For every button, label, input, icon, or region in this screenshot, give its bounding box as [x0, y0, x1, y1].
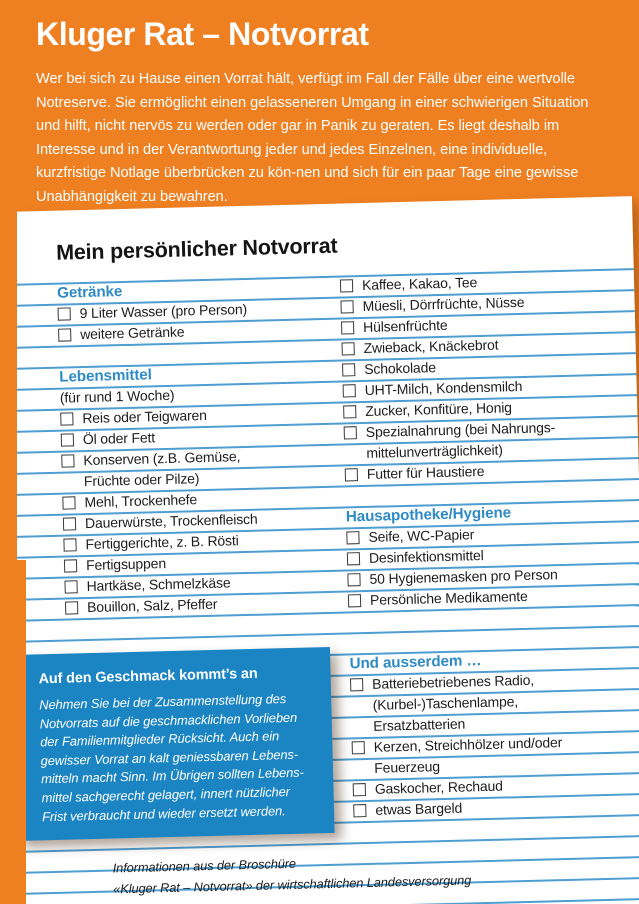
checkbox-icon[interactable]: [347, 573, 360, 586]
checklist-item-label: 50 Hygienemasken pro Person: [369, 566, 558, 587]
checklist-item-label: weitere Getränke: [80, 323, 185, 343]
checkbox-icon[interactable]: [345, 468, 358, 481]
checkbox-icon[interactable]: [343, 384, 356, 397]
checklist-item-label: Seife, WC-Papier: [368, 526, 475, 545]
section-heading-label: Lebensmittel: [59, 366, 152, 386]
checklist-item-label: Dauerwürste, Trockenfleisch: [84, 510, 258, 532]
checklist-item-label: Fertiggerichte, z. B. Rösti: [85, 532, 239, 553]
list-item-label: mittelunverträglichkeit): [366, 441, 503, 461]
checklist-item-label: Zwieback, Knäckebrot: [363, 336, 499, 356]
checklist-item-label: Futter für Haustiere: [366, 462, 485, 482]
poster-header: [0, 0, 639, 210]
list-item-label: Früchte oder Pilze): [83, 470, 200, 490]
checklist-item-label: UHT-Milch, Kondensmilch: [364, 377, 523, 398]
source-note-line1: Informationen aus der Broschüre: [112, 855, 297, 876]
checklist-column-left: [57, 276, 335, 619]
checklist-item-label: Müesli, Dörrfrüchte, Nüsse: [362, 293, 525, 314]
checklist-item-label: 9 Liter Wasser (pro Person): [79, 300, 248, 322]
section-heading-label: Hausapotheke/Hygiene: [345, 504, 512, 526]
tip-box-body: Nehmen Sie bei der Zusammenstellung des Notvorrats auf die geschmacklichen Vorlieben der Familienmitglieder Rücksicht. Auch ein gewisser Vorrat an kalt geniessbaren Lebens-mitteln macht Sinn. Im Übrigen sollten Lebens-mittel sachgerecht gelagert, innert nützlicher Frist verbraucht und wieder ersetzt werden.: [39, 691, 304, 824]
source-note: [112, 848, 471, 899]
checklist-item-label: Zucker, Konfitüre, Honig: [365, 399, 513, 419]
checkbox-icon[interactable]: [62, 496, 75, 509]
checklist-item-label: Kaffee, Kakao, Tee: [361, 274, 478, 293]
checkbox-icon[interactable]: [64, 580, 77, 593]
checkbox-icon[interactable]: [350, 678, 363, 691]
checkbox-icon[interactable]: [58, 307, 71, 320]
checklist-item-label: Reis oder Teigwaren: [82, 406, 208, 427]
checklist-item-label: Konserven (z.B. Gemüse,: [83, 448, 241, 469]
checkbox-icon[interactable]: [344, 426, 357, 439]
checkbox-icon[interactable]: [352, 741, 365, 754]
checkbox-icon[interactable]: [61, 454, 74, 467]
checklist-item-label: Bouillon, Salz, Pfeffer: [86, 595, 218, 616]
checkbox-icon[interactable]: [348, 594, 361, 607]
checklist-item-label: Kerzen, Streichhölzer und/oder: [373, 734, 563, 755]
checkbox-icon[interactable]: [61, 433, 74, 446]
checklist-column-right: [340, 268, 634, 821]
checklist-item-label: Öl oder Fett: [82, 429, 156, 448]
page-title: Kluger Rat – Notvorrat: [36, 16, 369, 52]
checkbox-icon[interactable]: [340, 279, 353, 292]
checklist-item-label: Persönliche Medikamente: [369, 587, 528, 608]
checkbox-icon[interactable]: [342, 363, 355, 376]
checkbox-icon[interactable]: [341, 321, 354, 334]
checklist-item-label: Fertigsuppen: [85, 555, 167, 574]
tip-box-title: Auf den Geschmack kommt’s an: [38, 665, 258, 688]
checkbox-icon[interactable]: [346, 531, 359, 544]
checkbox-icon[interactable]: [347, 552, 360, 565]
checklist-item-label: Desinfektionsmittel: [368, 547, 484, 566]
list-item-label: Ersatzbatterien: [373, 715, 466, 734]
checkbox-icon[interactable]: [63, 538, 76, 551]
checklist-item-label: Hülsenfrüchte: [362, 316, 448, 335]
orange-band-left-lower: [0, 560, 26, 904]
intro-paragraph: Wer bei sich zu Hause einen Vorrat hält, verfügt im Fall der Fälle über eine wertvolle Notreserve. Sie ermöglicht einen gelasseneren Umgang in einer schwierigen Situation und hilft, nicht nervös zu werden oder gar in Panik zu geraten. Es liegt deshalb im Interesse und in der Verantwortung jeder und jedes Einzelnen, eine individuelle, kurzfristige Notlage überbrücken zu kön-nen und sich für ein paar Tage eine gewisse Unabhängigkeit zu bewahren.: [36, 71, 589, 205]
checklist-item-label: Schokolade: [363, 359, 437, 377]
checkbox-icon[interactable]: [340, 300, 353, 313]
source-note-line2: «Kluger Rat – Notvorrat» der wirtschaftlichen Landesversorgung: [113, 872, 472, 897]
checklist-item-label: Hartkäse, Schmelzkäse: [86, 574, 231, 595]
checkbox-icon[interactable]: [63, 517, 76, 530]
section-subtitle-label: (für rund 1 Woche): [59, 386, 175, 406]
checkbox-icon[interactable]: [65, 601, 78, 614]
checklist-item-label: Mehl, Trockenhefe: [84, 491, 198, 511]
checklist-item-label: Gaskocher, Rechaud: [374, 777, 504, 797]
checkbox-icon[interactable]: [342, 342, 355, 355]
checkbox-icon[interactable]: [60, 412, 73, 425]
checkbox-icon[interactable]: [58, 328, 71, 341]
checklist-title: Mein persönlicher Notvorrat: [55, 233, 338, 265]
tip-box: [12, 647, 335, 841]
checkbox-icon[interactable]: [343, 405, 356, 418]
checkbox-icon[interactable]: [353, 783, 366, 796]
list-item-label: Feuerzeug: [374, 758, 441, 776]
section-heading-label: Getränke: [56, 283, 123, 302]
checklist-item-label: Spezialnahrung (bei Nahrungs-: [365, 419, 556, 440]
checkbox-icon[interactable]: [64, 559, 77, 572]
list-item-label: (Kurbel-)Taschenlampe,: [372, 693, 519, 713]
checkbox-icon[interactable]: [353, 804, 366, 817]
section-heading-label: Und ausserdem …: [349, 652, 482, 673]
checklist-item-label: etwas Bargeld: [375, 799, 463, 818]
checklist-item-label: Batteriebetriebenes Radio,: [371, 671, 535, 692]
